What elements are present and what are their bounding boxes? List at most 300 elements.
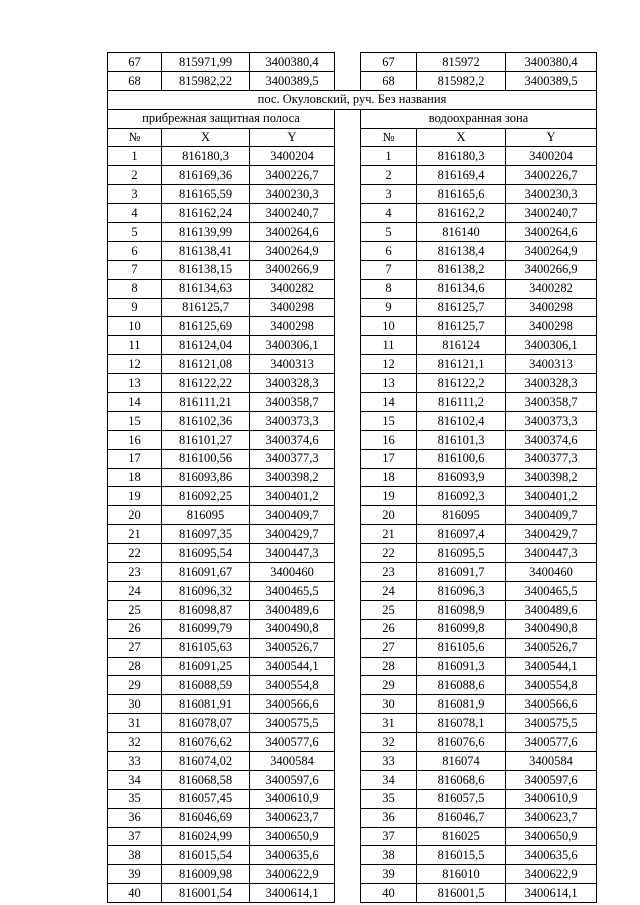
column-spacer <box>335 279 361 298</box>
left-x-coordinate: 816001,54 <box>162 884 250 903</box>
left-x-coordinate: 816165,59 <box>162 185 250 204</box>
right-y-coordinate: 3400204 <box>506 147 597 166</box>
right-point-number: 1 <box>361 147 417 166</box>
left-x-coordinate: 816068,58 <box>162 770 250 789</box>
left-point-number: 11 <box>108 336 162 355</box>
left-y-coordinate: 3400526,7 <box>250 638 335 657</box>
left-x-coordinate: 816097,35 <box>162 525 250 544</box>
table-row <box>108 846 597 865</box>
table-row <box>108 411 597 430</box>
left-y-coordinate: 3400614,1 <box>250 884 335 903</box>
right-y-coordinate: 3400226,7 <box>506 166 597 185</box>
left-x-coordinate: 816057,45 <box>162 789 250 808</box>
table-row <box>108 468 597 487</box>
right-x-coordinate: 816081,9 <box>417 695 506 714</box>
right-y-coordinate: 3400597,6 <box>506 770 597 789</box>
right-point-number: 13 <box>361 374 417 393</box>
left-point-number: 13 <box>108 374 162 393</box>
right-x-coordinate: 816088,6 <box>417 676 506 695</box>
left-y-coordinate: 3400409,7 <box>250 506 335 525</box>
right-point-number: 7 <box>361 260 417 279</box>
left-x-coordinate: 816078,07 <box>162 714 250 733</box>
right-y-coordinate: 3400398,2 <box>506 468 597 487</box>
column-spacer <box>335 808 361 827</box>
right-y-coordinate: 3400358,7 <box>506 393 597 412</box>
table-row <box>108 808 597 827</box>
table-row <box>108 241 597 260</box>
column-spacer <box>335 581 361 600</box>
column-spacer <box>335 223 361 242</box>
left-point-number: 23 <box>108 563 162 582</box>
column-spacer <box>335 600 361 619</box>
left-y-coordinate: 3400489,6 <box>250 600 335 619</box>
left-zone-title: прибрежная защитная полоса <box>108 109 335 128</box>
column-spacer <box>335 449 361 468</box>
left-point-number: 36 <box>108 808 162 827</box>
table-row <box>108 393 597 412</box>
left-x-coordinate: 816169,36 <box>162 166 250 185</box>
left-x-coordinate: 816102,36 <box>162 411 250 430</box>
right-point-number: 36 <box>361 808 417 827</box>
right-y-coordinate: 3400429,7 <box>506 525 597 544</box>
right-y-coordinate: 3400264,9 <box>506 241 597 260</box>
left-x-coordinate: 816099,79 <box>162 619 250 638</box>
right-point-number: 15 <box>361 411 417 430</box>
right-x-coordinate: 816099,8 <box>417 619 506 638</box>
right-x-coordinate: 816098,9 <box>417 600 506 619</box>
right-x-coordinate: 816124 <box>417 336 506 355</box>
right-point-number: 10 <box>361 317 417 336</box>
right-x-coordinate: 816165,6 <box>417 185 506 204</box>
left-y-coordinate: 3400358,7 <box>250 393 335 412</box>
left-y-coordinate: 3400282 <box>250 279 335 298</box>
right-point-number: 5 <box>361 223 417 242</box>
right-y-coordinate: 3400306,1 <box>506 336 597 355</box>
right-x-coordinate: 816046,7 <box>417 808 506 827</box>
right-x-coordinate: 816138,2 <box>417 260 506 279</box>
table-row <box>108 619 597 638</box>
right-point-number: 18 <box>361 468 417 487</box>
left-y-coordinate: 3400490,8 <box>250 619 335 638</box>
column-spacer <box>335 695 361 714</box>
right-x-coordinate: 816001,5 <box>417 884 506 903</box>
right-y-coordinate: 3400526,7 <box>506 638 597 657</box>
right-y-coordinate: 3400230,3 <box>506 185 597 204</box>
table-row <box>108 317 597 336</box>
left-header-number: № <box>108 128 162 147</box>
left-point-number: 18 <box>108 468 162 487</box>
column-spacer <box>335 393 361 412</box>
column-spacer <box>335 827 361 846</box>
right-y-coordinate: 3400635,6 <box>506 846 597 865</box>
left-point-number: 7 <box>108 260 162 279</box>
left-point-number: 1 <box>108 147 162 166</box>
right-x-coordinate: 816111,2 <box>417 393 506 412</box>
left-x-coordinate: 815982,22 <box>162 71 250 90</box>
table-row <box>108 166 597 185</box>
left-y-coordinate: 3400380,4 <box>250 53 335 72</box>
left-point-number: 30 <box>108 695 162 714</box>
left-y-coordinate: 3400429,7 <box>250 525 335 544</box>
left-y-coordinate: 3400389,5 <box>250 71 335 90</box>
right-y-coordinate: 3400240,7 <box>506 204 597 223</box>
left-x-coordinate: 816138,41 <box>162 241 250 260</box>
left-x-coordinate: 816180,3 <box>162 147 250 166</box>
column-spacer <box>335 506 361 525</box>
left-y-coordinate: 3400266,9 <box>250 260 335 279</box>
right-point-number: 16 <box>361 430 417 449</box>
coordinates-table <box>107 52 597 903</box>
left-x-coordinate: 816101,27 <box>162 430 250 449</box>
table-row <box>108 53 597 72</box>
left-point-number: 27 <box>108 638 162 657</box>
right-x-coordinate: 816101,3 <box>417 430 506 449</box>
right-y-coordinate: 3400460 <box>506 563 597 582</box>
right-y-coordinate: 3400575,5 <box>506 714 597 733</box>
right-point-number: 30 <box>361 695 417 714</box>
right-point-number: 37 <box>361 827 417 846</box>
right-x-coordinate: 816121,1 <box>417 355 506 374</box>
left-x-coordinate: 816009,98 <box>162 865 250 884</box>
column-spacer <box>335 884 361 903</box>
left-y-coordinate: 3400465,5 <box>250 581 335 600</box>
right-y-coordinate: 3400465,5 <box>506 581 597 600</box>
left-y-coordinate: 3400374,6 <box>250 430 335 449</box>
table-row <box>108 544 597 563</box>
column-spacer <box>335 733 361 752</box>
table-row <box>108 657 597 676</box>
left-x-coordinate: 816024,99 <box>162 827 250 846</box>
right-y-coordinate: 3400554,8 <box>506 676 597 695</box>
left-y-coordinate: 3400398,2 <box>250 468 335 487</box>
column-spacer <box>335 336 361 355</box>
right-point-number: 68 <box>361 71 417 90</box>
left-y-coordinate: 3400610,9 <box>250 789 335 808</box>
left-point-number: 67 <box>108 53 162 72</box>
column-spacer <box>335 53 361 72</box>
column-spacer <box>335 430 361 449</box>
right-point-number: 67 <box>361 53 417 72</box>
left-point-number: 8 <box>108 279 162 298</box>
right-point-number: 29 <box>361 676 417 695</box>
column-spacer <box>335 544 361 563</box>
table-row <box>108 751 597 770</box>
section-title-row <box>108 90 597 109</box>
left-point-number: 34 <box>108 770 162 789</box>
left-x-coordinate: 816122,22 <box>162 374 250 393</box>
right-y-coordinate: 3400584 <box>506 751 597 770</box>
right-y-coordinate: 3400377,3 <box>506 449 597 468</box>
left-x-coordinate: 816098,87 <box>162 600 250 619</box>
left-point-number: 33 <box>108 751 162 770</box>
right-y-coordinate: 3400380,4 <box>506 53 597 72</box>
left-x-coordinate: 816096,32 <box>162 581 250 600</box>
right-x-coordinate: 816096,3 <box>417 581 506 600</box>
column-spacer <box>335 185 361 204</box>
left-y-coordinate: 3400635,6 <box>250 846 335 865</box>
right-y-coordinate: 3400610,9 <box>506 789 597 808</box>
left-y-coordinate: 3400650,9 <box>250 827 335 846</box>
left-y-coordinate: 3400313 <box>250 355 335 374</box>
right-x-coordinate: 816105,6 <box>417 638 506 657</box>
right-y-coordinate: 3400266,9 <box>506 260 597 279</box>
table-row <box>108 298 597 317</box>
left-point-number: 19 <box>108 487 162 506</box>
right-x-coordinate: 816015,5 <box>417 846 506 865</box>
left-y-coordinate: 3400622,9 <box>250 865 335 884</box>
table-row <box>108 374 597 393</box>
right-x-coordinate: 815982,2 <box>417 71 506 90</box>
right-y-coordinate: 3400328,3 <box>506 374 597 393</box>
table-row <box>108 789 597 808</box>
left-point-number: 39 <box>108 865 162 884</box>
left-point-number: 4 <box>108 204 162 223</box>
right-point-number: 33 <box>361 751 417 770</box>
right-y-coordinate: 3400374,6 <box>506 430 597 449</box>
left-x-coordinate: 816093,86 <box>162 468 250 487</box>
column-spacer <box>335 374 361 393</box>
right-point-number: 4 <box>361 204 417 223</box>
right-point-number: 27 <box>361 638 417 657</box>
right-y-coordinate: 3400409,7 <box>506 506 597 525</box>
right-y-coordinate: 3400490,8 <box>506 619 597 638</box>
left-point-number: 32 <box>108 733 162 752</box>
table-row <box>108 676 597 695</box>
left-x-coordinate: 816138,15 <box>162 260 250 279</box>
left-x-coordinate: 816111,21 <box>162 393 250 412</box>
column-spacer <box>335 865 361 884</box>
right-y-coordinate: 3400623,7 <box>506 808 597 827</box>
right-y-coordinate: 3400566,6 <box>506 695 597 714</box>
left-x-coordinate: 816125,69 <box>162 317 250 336</box>
left-x-coordinate: 816074,02 <box>162 751 250 770</box>
right-point-number: 32 <box>361 733 417 752</box>
column-spacer <box>335 619 361 638</box>
left-x-coordinate: 816162,24 <box>162 204 250 223</box>
left-x-coordinate: 816092,25 <box>162 487 250 506</box>
column-spacer <box>335 355 361 374</box>
right-point-number: 2 <box>361 166 417 185</box>
left-y-coordinate: 3400204 <box>250 147 335 166</box>
right-x-coordinate: 816068,6 <box>417 770 506 789</box>
right-point-number: 34 <box>361 770 417 789</box>
right-x-coordinate: 816102,4 <box>417 411 506 430</box>
column-header-row <box>108 128 597 147</box>
right-point-number: 8 <box>361 279 417 298</box>
right-point-number: 26 <box>361 619 417 638</box>
column-spacer <box>335 260 361 279</box>
left-point-number: 68 <box>108 71 162 90</box>
table-row <box>108 223 597 242</box>
left-point-number: 28 <box>108 657 162 676</box>
right-point-number: 28 <box>361 657 417 676</box>
right-y-coordinate: 3400389,5 <box>506 71 597 90</box>
right-x-coordinate: 816091,7 <box>417 563 506 582</box>
left-y-coordinate: 3400577,6 <box>250 733 335 752</box>
column-spacer <box>335 147 361 166</box>
right-x-coordinate: 816125,7 <box>417 317 506 336</box>
right-header-y: Y <box>506 128 597 147</box>
right-point-number: 12 <box>361 355 417 374</box>
left-x-coordinate: 816091,25 <box>162 657 250 676</box>
right-point-number: 31 <box>361 714 417 733</box>
table-row <box>108 600 597 619</box>
right-x-coordinate: 816169,4 <box>417 166 506 185</box>
table-row <box>108 884 597 903</box>
column-spacer <box>335 676 361 695</box>
column-spacer <box>335 468 361 487</box>
left-x-coordinate: 816121,08 <box>162 355 250 374</box>
table-row <box>108 695 597 714</box>
left-y-coordinate: 3400328,3 <box>250 374 335 393</box>
table-row <box>108 355 597 374</box>
right-point-number: 19 <box>361 487 417 506</box>
table-row <box>108 827 597 846</box>
left-y-coordinate: 3400377,3 <box>250 449 335 468</box>
left-y-coordinate: 3400264,6 <box>250 223 335 242</box>
right-point-number: 17 <box>361 449 417 468</box>
right-x-coordinate: 816180,3 <box>417 147 506 166</box>
left-point-number: 26 <box>108 619 162 638</box>
left-point-number: 9 <box>108 298 162 317</box>
right-x-coordinate: 816100,6 <box>417 449 506 468</box>
right-point-number: 14 <box>361 393 417 412</box>
right-y-coordinate: 3400313 <box>506 355 597 374</box>
left-point-number: 14 <box>108 393 162 412</box>
column-spacer <box>335 411 361 430</box>
left-y-coordinate: 3400584 <box>250 751 335 770</box>
column-spacer <box>335 317 361 336</box>
column-spacer <box>335 166 361 185</box>
table-row <box>108 770 597 789</box>
right-point-number: 24 <box>361 581 417 600</box>
right-x-coordinate: 816095 <box>417 506 506 525</box>
column-spacer <box>335 563 361 582</box>
right-point-number: 20 <box>361 506 417 525</box>
left-point-number: 25 <box>108 600 162 619</box>
table-row <box>108 506 597 525</box>
left-y-coordinate: 3400575,5 <box>250 714 335 733</box>
right-x-coordinate: 815972 <box>417 53 506 72</box>
right-point-number: 9 <box>361 298 417 317</box>
left-y-coordinate: 3400373,3 <box>250 411 335 430</box>
zone-titles-row <box>108 109 597 128</box>
right-x-coordinate: 816025 <box>417 827 506 846</box>
right-x-coordinate: 816097,4 <box>417 525 506 544</box>
right-y-coordinate: 3400577,6 <box>506 733 597 752</box>
right-point-number: 3 <box>361 185 417 204</box>
right-point-number: 23 <box>361 563 417 582</box>
left-point-number: 12 <box>108 355 162 374</box>
right-point-number: 39 <box>361 865 417 884</box>
table-row <box>108 581 597 600</box>
left-x-coordinate: 816139,99 <box>162 223 250 242</box>
right-x-coordinate: 816074 <box>417 751 506 770</box>
left-y-coordinate: 3400240,7 <box>250 204 335 223</box>
left-point-number: 16 <box>108 430 162 449</box>
left-header-y: Y <box>250 128 335 147</box>
left-y-coordinate: 3400230,3 <box>250 185 335 204</box>
left-y-coordinate: 3400401,2 <box>250 487 335 506</box>
column-spacer <box>335 204 361 223</box>
left-x-coordinate: 816095 <box>162 506 250 525</box>
left-point-number: 24 <box>108 581 162 600</box>
table-row <box>108 336 597 355</box>
left-y-coordinate: 3400566,6 <box>250 695 335 714</box>
left-y-coordinate: 3400306,1 <box>250 336 335 355</box>
right-x-coordinate: 816138,4 <box>417 241 506 260</box>
left-point-number: 5 <box>108 223 162 242</box>
left-point-number: 37 <box>108 827 162 846</box>
right-y-coordinate: 3400614,1 <box>506 884 597 903</box>
column-spacer <box>335 638 361 657</box>
column-spacer <box>335 846 361 865</box>
right-y-coordinate: 3400544,1 <box>506 657 597 676</box>
right-header-x: X <box>417 128 506 147</box>
column-spacer <box>335 298 361 317</box>
left-x-coordinate: 816095,54 <box>162 544 250 563</box>
left-x-coordinate: 816100,56 <box>162 449 250 468</box>
right-x-coordinate: 816125,7 <box>417 298 506 317</box>
right-x-coordinate: 816057,5 <box>417 789 506 808</box>
left-x-coordinate: 816076,62 <box>162 733 250 752</box>
column-spacer <box>335 128 361 147</box>
left-y-coordinate: 3400597,6 <box>250 770 335 789</box>
left-point-number: 29 <box>108 676 162 695</box>
left-y-coordinate: 3400264,9 <box>250 241 335 260</box>
left-header-x: X <box>162 128 250 147</box>
column-spacer <box>335 525 361 544</box>
table-body <box>108 53 597 903</box>
right-point-number: 6 <box>361 241 417 260</box>
left-x-coordinate: 816046,69 <box>162 808 250 827</box>
left-x-coordinate: 816124,04 <box>162 336 250 355</box>
column-spacer <box>335 714 361 733</box>
left-y-coordinate: 3400447,3 <box>250 544 335 563</box>
right-y-coordinate: 3400298 <box>506 317 597 336</box>
table-row <box>108 260 597 279</box>
table-row <box>108 733 597 752</box>
right-x-coordinate: 816162,2 <box>417 204 506 223</box>
left-y-coordinate: 3400623,7 <box>250 808 335 827</box>
table-row <box>108 279 597 298</box>
left-y-coordinate: 3400460 <box>250 563 335 582</box>
left-point-number: 2 <box>108 166 162 185</box>
right-x-coordinate: 816092,3 <box>417 487 506 506</box>
table-row <box>108 449 597 468</box>
table-row <box>108 865 597 884</box>
table-row <box>108 430 597 449</box>
column-spacer <box>335 109 361 128</box>
left-point-number: 20 <box>108 506 162 525</box>
table-row <box>108 185 597 204</box>
right-x-coordinate: 816095,5 <box>417 544 506 563</box>
right-point-number: 22 <box>361 544 417 563</box>
column-spacer <box>335 770 361 789</box>
right-point-number: 25 <box>361 600 417 619</box>
right-y-coordinate: 3400282 <box>506 279 597 298</box>
left-y-coordinate: 3400544,1 <box>250 657 335 676</box>
left-point-number: 40 <box>108 884 162 903</box>
right-x-coordinate: 816010 <box>417 865 506 884</box>
table-row <box>108 487 597 506</box>
left-x-coordinate: 816105,63 <box>162 638 250 657</box>
left-point-number: 3 <box>108 185 162 204</box>
left-point-number: 15 <box>108 411 162 430</box>
table-row <box>108 71 597 90</box>
right-y-coordinate: 3400373,3 <box>506 411 597 430</box>
table-row <box>108 638 597 657</box>
